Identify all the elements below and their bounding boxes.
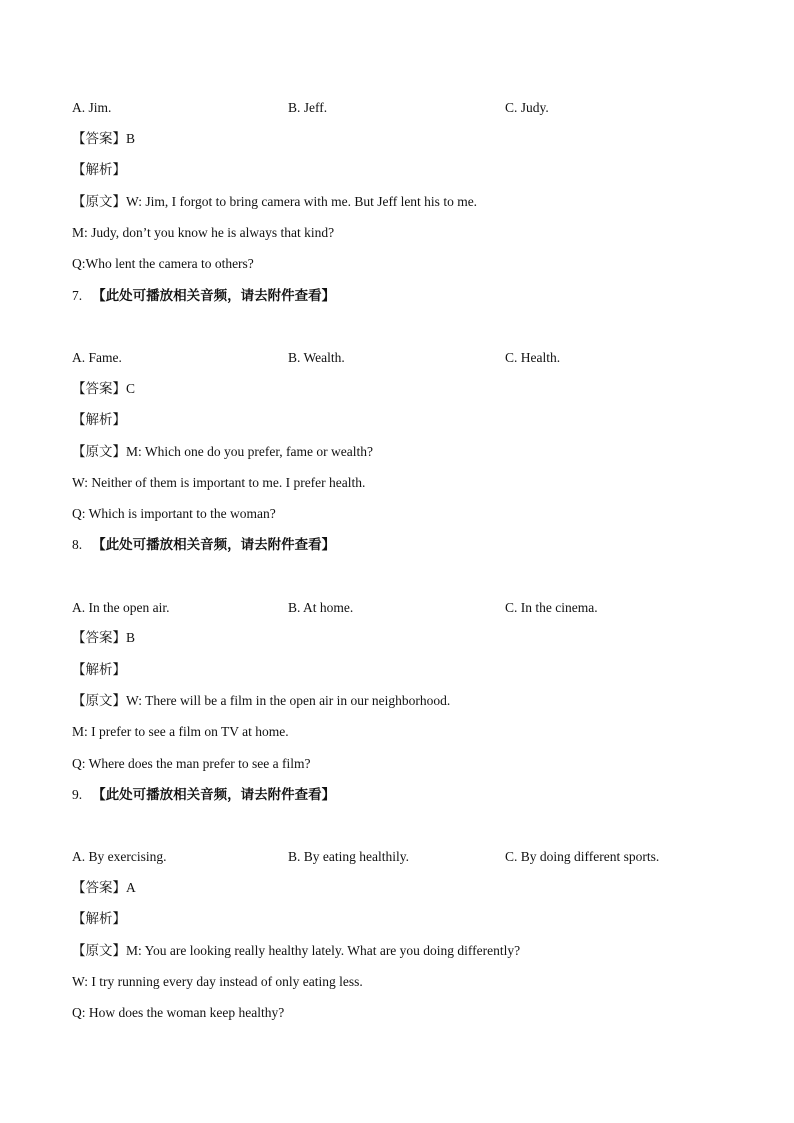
transcript-line	[72, 193, 477, 211]
transcript-label: 【原文】	[72, 194, 126, 210]
transcript-text: M: You are looking really healthy lately. What are you doing differently?	[126, 943, 521, 958]
analysis-label: 【解析】	[72, 662, 126, 678]
transcript-text: W: There will be a film in the open air in our neighborhood.	[126, 693, 451, 708]
question-number: 8.	[72, 537, 83, 552]
transcript-question: Q: How does the woman keep healthy?	[72, 1005, 285, 1020]
option-c: C. Judy.	[505, 100, 549, 115]
answer-value: C	[126, 381, 136, 396]
answer-value: A	[126, 880, 136, 895]
transcript-text: M: I prefer to see a film on TV at home.	[72, 724, 289, 739]
audio-note: 【此处可播放相关音频，请去附件查看】	[92, 787, 336, 803]
analysis-label: 【解析】	[72, 911, 126, 927]
answer-label: 【答案】	[72, 131, 126, 147]
question-number: 7.	[72, 288, 83, 303]
transcript-label: 【原文】	[72, 444, 126, 460]
answer-line	[72, 130, 135, 148]
transcript-line	[72, 443, 373, 461]
option-c: C. By doing different sports.	[505, 849, 660, 864]
transcript-text: W: Neither of them is important to me. I prefer health.	[72, 475, 366, 490]
question-number: 9.	[72, 787, 83, 802]
transcript-label: 【原文】	[72, 943, 126, 959]
transcript-question: Q:Who lent the camera to others?	[72, 256, 254, 271]
transcript-label: 【原文】	[72, 693, 126, 709]
transcript-text: M: Which one do you prefer, fame or wealth?	[126, 444, 373, 459]
answer-label: 【答案】	[72, 381, 126, 397]
transcript-line	[72, 942, 520, 960]
analysis-label: 【解析】	[72, 412, 126, 428]
option-a: A. Jim.	[72, 100, 112, 115]
option-b: B. At home.	[288, 600, 354, 615]
answer-line	[72, 380, 135, 398]
option-a: A. Fame.	[72, 350, 122, 365]
question-8-header	[72, 536, 335, 554]
answer-label: 【答案】	[72, 630, 126, 646]
option-b: B. By eating healthily.	[288, 849, 409, 864]
question-9-header	[72, 786, 335, 804]
audio-note: 【此处可播放相关音频，请去附件查看】	[92, 537, 336, 553]
transcript-line	[72, 692, 450, 710]
transcript-question: Q: Where does the man prefer to see a film?	[72, 756, 311, 771]
transcript-text: W: Jim, I forgot to bring camera with me. But Jeff lent his to me.	[126, 194, 478, 209]
audio-note: 【此处可播放相关音频，请去附件查看】	[92, 288, 336, 304]
analysis-label: 【解析】	[72, 162, 126, 178]
option-b: B. Wealth.	[288, 350, 345, 365]
option-c: C. Health.	[505, 350, 561, 365]
option-b: B. Jeff.	[288, 100, 328, 115]
transcript-text: W: I try running every day instead of only eating less.	[72, 974, 363, 989]
transcript-question: Q: Which is important to the woman?	[72, 506, 276, 521]
answer-line	[72, 629, 135, 647]
question-7-header	[72, 287, 335, 305]
option-a: A. In the open air.	[72, 600, 170, 615]
option-c: C. In the cinema.	[505, 600, 598, 615]
answer-label: 【答案】	[72, 880, 126, 896]
answer-line	[72, 879, 136, 897]
answer-value: B	[126, 131, 136, 146]
answer-value: B	[126, 630, 136, 645]
option-a: A. By exercising.	[72, 849, 167, 864]
transcript-text: M: Judy, don’t you know he is always that kind?	[72, 225, 335, 240]
